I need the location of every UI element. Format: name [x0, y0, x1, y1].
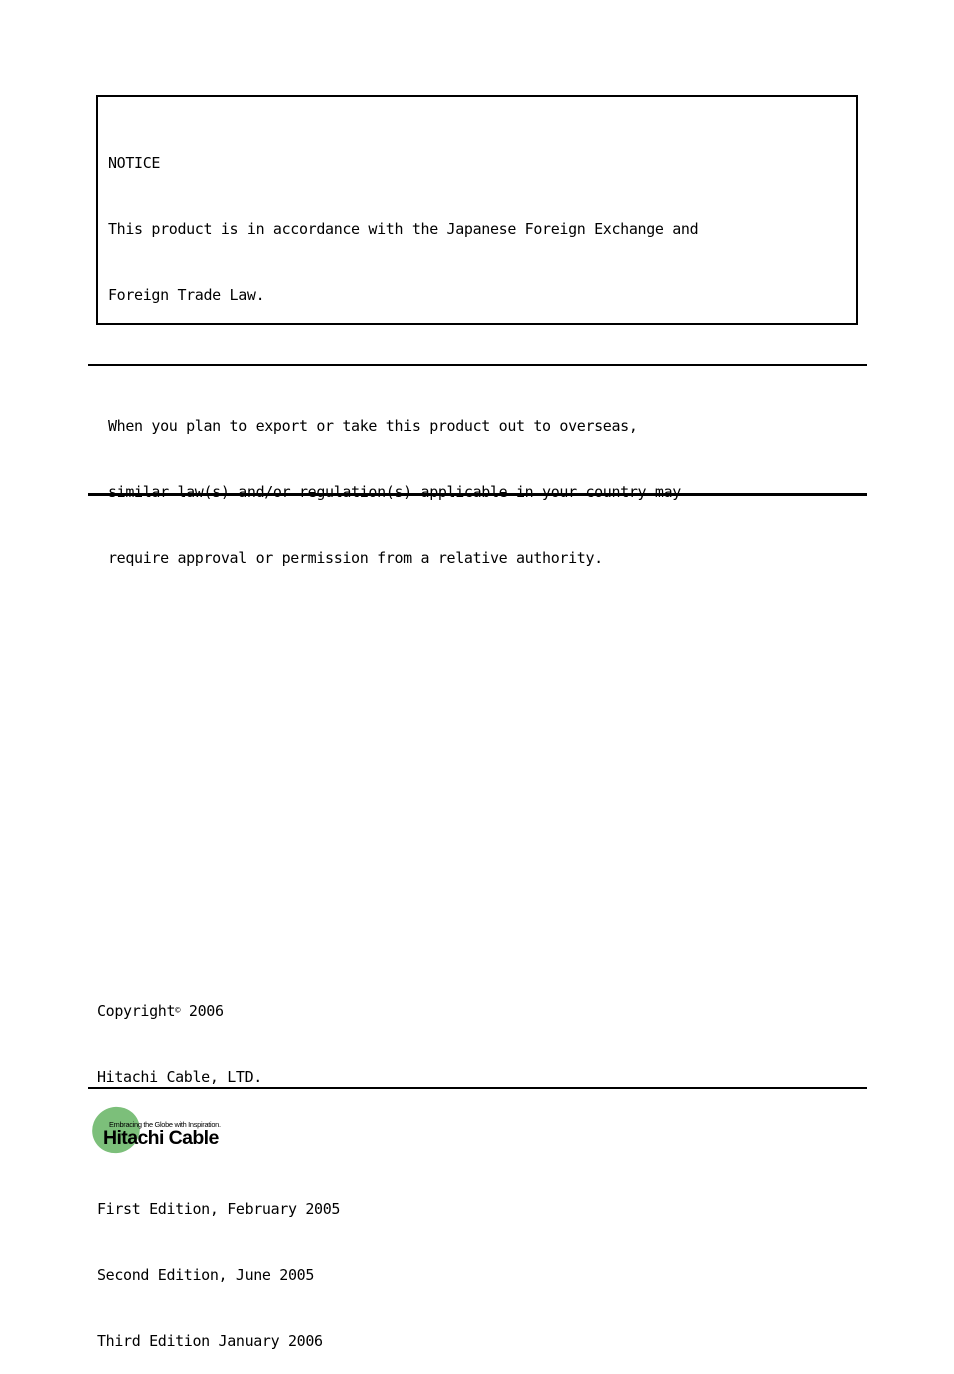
copyright-line	[97, 1000, 340, 1022]
edition-line: Second Edition, June 2005	[97, 1266, 315, 1284]
notice-line: Foreign Trade Law.	[108, 286, 265, 304]
copyright-year: 2006	[188, 1002, 224, 1020]
notice-line: When you plan to export or take this product out to overseas,	[108, 417, 638, 435]
company-name: Hitachi Cable, LTD.	[97, 1068, 262, 1086]
horizontal-divider	[88, 364, 867, 366]
logo-name: Hitachi Cable	[103, 1127, 219, 1149]
notice-line: require approval or permission from a relative authority.	[108, 549, 603, 567]
paragraph-gap	[108, 350, 698, 371]
notice-heading: NOTICE	[108, 154, 161, 172]
copyright-symbol: ©	[175, 1006, 181, 1016]
hitachi-cable-logo	[90, 1104, 260, 1156]
notice-line: This product is in accordance with the Japanese Foreign Exchange and	[108, 220, 699, 238]
horizontal-divider	[88, 1087, 867, 1089]
notice-line: similar law(s) and/or regulation(s) applicable in your country may	[108, 483, 681, 501]
notice-text	[108, 108, 698, 613]
copyright-label: Copyright	[97, 1002, 176, 1020]
horizontal-divider	[88, 493, 867, 496]
copyright-block	[97, 956, 340, 1374]
edition-line: First Edition, February 2005	[97, 1200, 341, 1218]
notice-box	[96, 95, 858, 567]
edition-line: Third Edition January 2006	[97, 1332, 323, 1350]
logo-tagline: Embracing the Globe with Inspiration.	[109, 1120, 221, 1129]
